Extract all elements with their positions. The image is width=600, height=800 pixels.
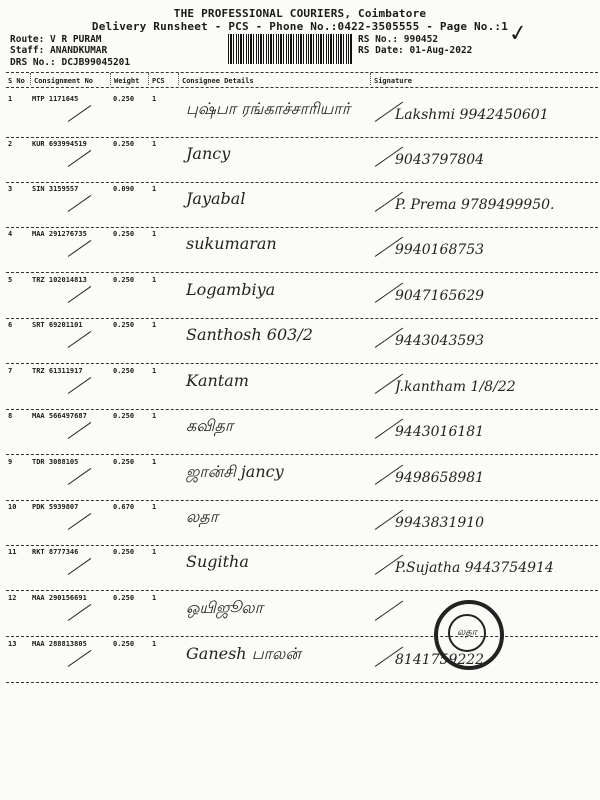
row-weight: 0.670 [113,503,135,511]
consignee-handwriting: Jancy [186,144,231,163]
row-pcs: 1 [152,140,157,148]
signature-handwriting: 9943831910 [395,515,485,531]
tick-stroke [68,150,92,167]
tick-stroke [68,650,92,667]
signature-handwriting: P.Sujatha 9443754914 [395,560,554,576]
tick-stroke [68,331,92,348]
tick-stroke [68,377,92,394]
row-weight: 0.250 [113,140,135,148]
row-sno: 10 [8,503,17,511]
seal-mark: லதா [448,614,486,652]
row-divider [6,272,598,273]
tick-stroke [68,468,92,485]
tick-stroke [68,195,92,212]
row-divider [6,409,598,410]
post-office-seal [434,600,504,670]
row-pcs: 1 [152,367,157,375]
company-title: THE PROFESSIONAL COURIERS, Coimbatore [173,7,427,20]
consignee-handwriting: ஒயிஜூலா [186,598,263,617]
col-sno: S No [8,77,25,85]
consignee-handwriting: Santhosh 603/2 [186,325,313,344]
row-consignment: TRZ 102014813 [32,276,87,284]
consignee-handwriting: Jayabal [186,189,246,208]
row-pcs: 1 [152,276,157,284]
consignee-handwriting: sukumaran [186,234,277,253]
tick-stroke [375,601,403,621]
route-label: Route: V R PURAM [10,34,102,45]
row-pcs: 1 [152,230,157,238]
rs-date: RS Date: 01-Aug-2022 [358,45,473,56]
col-sep [178,73,179,85]
col-sep [30,73,31,85]
row-divider [6,590,598,591]
drs-number: DRS No.: DCJB99045201 [10,57,131,68]
tick-stroke [68,286,92,303]
row-sno: 2 [8,140,13,148]
row-weight: 0.250 [113,548,135,556]
col-consignee: Consignee Details [182,77,254,85]
signature-handwriting: 9043797804 [395,152,485,168]
consignee-handwriting: Logambiya [186,280,276,299]
col-sep [148,73,149,85]
row-consignment: MAA 288813805 [32,640,87,648]
barcode [228,34,352,64]
row-pcs: 1 [152,412,157,420]
row-divider [6,454,598,455]
row-weight: 0.250 [113,594,135,602]
row-sno: 7 [8,367,13,375]
row-sno: 5 [8,276,13,284]
signature-handwriting: 9498658981 [395,470,485,486]
row-weight: 0.250 [113,412,135,420]
col-sep [110,73,111,85]
signature-handwriting: P. Prema 9789499950. [395,197,555,213]
row-sno: 4 [8,230,13,238]
row-weight: 0.250 [113,95,135,103]
consignee-handwriting: ஜான்சி jancy [186,462,284,481]
tick-stroke [68,240,92,257]
row-divider [6,636,598,637]
consignee-handwriting: Kantam [186,371,249,390]
row-pcs: 1 [152,321,157,329]
row-weight: 0.250 [113,458,135,466]
row-sno: 8 [8,412,13,420]
row-divider [6,318,598,319]
row-consignment: KUR 693994519 [32,140,87,148]
tick-stroke [68,105,92,122]
row-consignment: MAA 291276735 [32,230,87,238]
staff-label: Staff: ANANDKUMAR [10,45,108,56]
signature-handwriting: 9443016181 [395,424,485,440]
row-consignment: PDK 5939807 [32,503,79,511]
col-pcs: PCS [152,77,165,85]
col-sep [370,73,371,85]
divider [6,72,598,73]
consignee-handwriting: புஷ்பா ரங்காச்சாரியார் [186,99,351,118]
row-weight: 0.090 [113,185,135,193]
row-weight: 0.250 [113,321,135,329]
divider [6,87,598,88]
row-pcs: 1 [152,458,157,466]
row-sno: 1 [8,95,13,103]
signature-handwriting: 8141759222 [395,652,485,668]
row-divider [6,545,598,546]
row-consignment: SRT 69201101 [32,321,83,329]
row-weight: 0.250 [113,367,135,375]
col-consignment: Consignment No [34,77,94,85]
tick-stroke [68,513,92,530]
check-mark-icon: ✓ [507,17,528,49]
runsheet-title: Delivery Runsheet - PCS - Phone No.:0422-3505555 - Page No.:1 [91,20,509,33]
col-weight: Weight [114,77,140,85]
row-weight: 0.250 [113,276,135,284]
signature-handwriting: Lakshmi 9942450601 [395,107,549,123]
row-consignment: MAA 566497687 [32,412,87,420]
row-divider [6,363,598,364]
consignee-handwriting: லதா [186,507,219,526]
row-consignment: MAA 290156691 [32,594,87,602]
row-consignment: MTP 1171645 [32,95,79,103]
row-divider [6,500,598,501]
row-pcs: 1 [152,640,157,648]
col-signature: Signature [374,77,412,85]
signature-handwriting: J.kantham 1/8/22 [395,379,516,395]
row-weight: 0.250 [113,640,135,648]
row-divider [6,682,598,683]
row-pcs: 1 [152,594,157,602]
consignee-handwriting: Sugitha [186,552,249,571]
row-consignment: RKT 8777346 [32,548,79,556]
row-weight: 0.250 [113,230,135,238]
consignee-handwriting: கவிதா [186,416,234,435]
row-pcs: 1 [152,548,157,556]
row-divider [6,182,598,183]
row-sno: 12 [8,594,17,602]
rs-number: RS No.: 990452 [358,34,439,45]
row-sno: 3 [8,185,13,193]
tick-stroke [68,558,92,575]
signature-handwriting: 9047165629 [395,288,485,304]
row-pcs: 1 [152,95,157,103]
consignee-handwriting: Ganesh பாலன் [186,644,301,663]
row-divider [6,227,598,228]
row-sno: 13 [8,640,17,648]
row-sno: 9 [8,458,13,466]
row-pcs: 1 [152,185,157,193]
row-consignment: SIN 3159557 [32,185,79,193]
row-sno: 11 [8,548,17,556]
row-divider [6,137,598,138]
tick-stroke [68,604,92,621]
row-consignment: TDR 3088105 [32,458,79,466]
signature-handwriting: 9443043593 [395,333,485,349]
row-consignment: TRZ 61311917 [32,367,83,375]
row-pcs: 1 [152,503,157,511]
row-sno: 6 [8,321,13,329]
signature-handwriting: 9940168753 [395,242,485,258]
tick-stroke [68,422,92,439]
